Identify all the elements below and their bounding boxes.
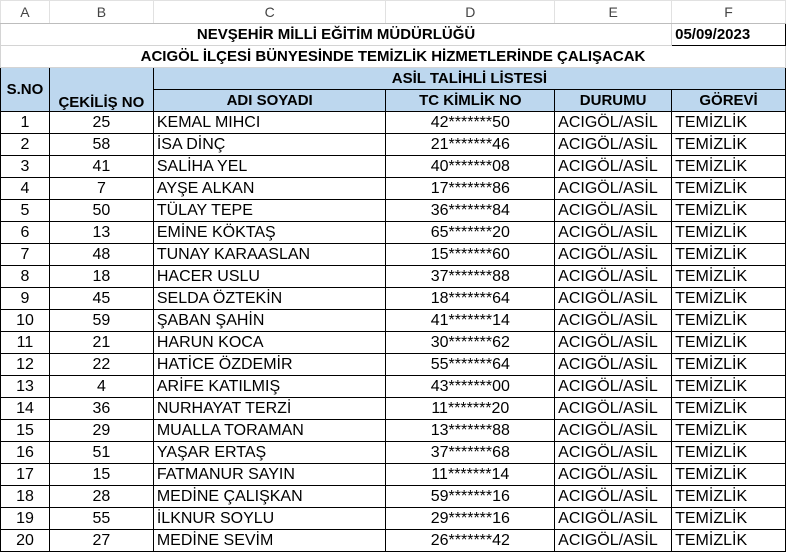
table-row bbox=[1, 486, 786, 508]
cell-durum[interactable]: ACIGÖL/ASİL bbox=[555, 332, 672, 354]
cell-durum[interactable]: ACIGÖL/ASİL bbox=[555, 508, 672, 530]
cell-tc[interactable]: 43*******00 bbox=[386, 376, 555, 398]
cell-gorev[interactable]: TEMİZLİK bbox=[672, 376, 786, 398]
cell-tc[interactable]: 17*******86 bbox=[386, 178, 555, 200]
cell-sno[interactable]: 19 bbox=[1, 508, 50, 530]
cell-durum[interactable]: ACIGÖL/ASİL bbox=[555, 398, 672, 420]
cell-durum[interactable]: ACIGÖL/ASİL bbox=[555, 354, 672, 376]
document-title[interactable]: NEVŞEHİR MİLLİ EĞİTİM MÜDÜRLÜĞÜ bbox=[1, 24, 672, 46]
table-row bbox=[1, 134, 786, 156]
subtitle-row bbox=[1, 46, 786, 68]
column-header-b[interactable]: B bbox=[49, 1, 153, 24]
cell-cekilis-no[interactable]: 59 bbox=[49, 310, 153, 332]
table-row bbox=[1, 332, 786, 354]
table-row bbox=[1, 244, 786, 266]
table-row bbox=[1, 200, 786, 222]
cell-gorev[interactable]: TEMİZLİK bbox=[672, 200, 786, 222]
table-row bbox=[1, 156, 786, 178]
cell-name[interactable]: İLKNUR SOYLU bbox=[153, 508, 386, 530]
cell-tc[interactable]: 40*******08 bbox=[386, 156, 555, 178]
cell-tc[interactable]: 65*******20 bbox=[386, 222, 555, 244]
cell-cekilis-no[interactable]: 4 bbox=[49, 376, 153, 398]
cell-name[interactable]: SELDA ÖZTEKİN bbox=[153, 288, 386, 310]
column-header-e[interactable]: E bbox=[555, 1, 672, 24]
cell-name[interactable]: EMİNE KÖKTAŞ bbox=[153, 222, 386, 244]
cell-cekilis-no[interactable]: 48 bbox=[49, 244, 153, 266]
table-row bbox=[1, 354, 786, 376]
cell-sno[interactable]: 18 bbox=[1, 486, 50, 508]
cell-cekilis-no[interactable]: 58 bbox=[49, 134, 153, 156]
cell-gorev[interactable]: TEMİZLİK bbox=[672, 332, 786, 354]
cell-gorev[interactable]: TEMİZLİK bbox=[672, 420, 786, 442]
cell-cekilis-no[interactable]: 21 bbox=[49, 332, 153, 354]
cell-cekilis-no[interactable]: 55 bbox=[49, 508, 153, 530]
cell-cekilis-no[interactable]: 7 bbox=[49, 178, 153, 200]
table-row bbox=[1, 288, 786, 310]
cell-tc[interactable]: 21*******46 bbox=[386, 134, 555, 156]
cell-name[interactable]: ARİFE KATILMIŞ bbox=[153, 376, 386, 398]
cell-gorev[interactable]: TEMİZLİK bbox=[672, 486, 786, 508]
cell-sno[interactable]: 4 bbox=[1, 178, 50, 200]
cell-gorev[interactable]: TEMİZLİK bbox=[672, 442, 786, 464]
table-row bbox=[1, 178, 786, 200]
cell-cekilis-no[interactable]: 45 bbox=[49, 288, 153, 310]
table-row bbox=[1, 442, 786, 464]
cell-sno[interactable]: 2 bbox=[1, 134, 50, 156]
document-date[interactable]: 05/09/2023 bbox=[672, 24, 786, 46]
cell-name[interactable]: KEMAL MIHCI bbox=[153, 112, 386, 134]
cell-sno[interactable]: 20 bbox=[1, 530, 50, 552]
list-title[interactable]: ASİL TALİHLİ LİSTESİ bbox=[153, 68, 785, 90]
cell-durum[interactable]: ACIGÖL/ASİL bbox=[555, 222, 672, 244]
cell-tc[interactable]: 13*******88 bbox=[386, 420, 555, 442]
cell-gorev[interactable]: TEMİZLİK bbox=[672, 266, 786, 288]
cell-cekilis-no[interactable]: 28 bbox=[49, 486, 153, 508]
cell-tc[interactable]: 42*******50 bbox=[386, 112, 555, 134]
table-row bbox=[1, 310, 786, 332]
cell-sno[interactable]: 15 bbox=[1, 420, 50, 442]
cell-gorev[interactable]: TEMİZLİK bbox=[672, 464, 786, 486]
cell-sno[interactable]: 5 bbox=[1, 200, 50, 222]
cell-name[interactable]: HARUN KOCA bbox=[153, 332, 386, 354]
cell-durum[interactable]: ACIGÖL/ASİL bbox=[555, 376, 672, 398]
cell-sno[interactable]: 9 bbox=[1, 288, 50, 310]
cell-name[interactable]: FATMANUR SAYIN bbox=[153, 464, 386, 486]
cell-name[interactable]: MEDİNE ÇALIŞKAN bbox=[153, 486, 386, 508]
cell-tc[interactable]: 11*******20 bbox=[386, 398, 555, 420]
table-row bbox=[1, 464, 786, 486]
cell-name[interactable]: MEDİNE SEVİM bbox=[153, 530, 386, 552]
cell-gorev[interactable]: TEMİZLİK bbox=[672, 354, 786, 376]
cell-name[interactable]: HACER USLU bbox=[153, 266, 386, 288]
document-subtitle[interactable]: ACIGÖL İLÇESİ BÜNYESİNDE TEMİZLİK HİZMETLERİNDE ÇALIŞACAK bbox=[1, 46, 786, 68]
cell-cekilis-no[interactable]: 27 bbox=[49, 530, 153, 552]
header-durum[interactable]: DURUMU bbox=[555, 90, 672, 112]
cell-tc[interactable]: 26*******42 bbox=[386, 530, 555, 552]
column-header-row bbox=[1, 1, 786, 24]
cell-name[interactable]: ŞABAN ŞAHİN bbox=[153, 310, 386, 332]
cell-cekilis-no[interactable]: 51 bbox=[49, 442, 153, 464]
cell-name[interactable]: SALİHA YEL bbox=[153, 156, 386, 178]
cell-tc[interactable]: 37*******68 bbox=[386, 442, 555, 464]
cell-tc[interactable]: 37*******88 bbox=[386, 266, 555, 288]
table-row bbox=[1, 530, 786, 552]
cell-durum[interactable]: ACIGÖL/ASİL bbox=[555, 464, 672, 486]
cell-tc[interactable]: 30*******62 bbox=[386, 332, 555, 354]
table-row bbox=[1, 222, 786, 244]
column-header-f[interactable]: F bbox=[672, 1, 786, 24]
cell-tc[interactable]: 11*******14 bbox=[386, 464, 555, 486]
cell-sno[interactable]: 11 bbox=[1, 332, 50, 354]
cell-durum[interactable]: ACIGÖL/ASİL bbox=[555, 134, 672, 156]
cell-gorev[interactable]: TEMİZLİK bbox=[672, 134, 786, 156]
header-name[interactable]: ADI SOYADI bbox=[153, 90, 386, 112]
header-sno[interactable]: S.NO bbox=[1, 68, 50, 112]
cell-gorev[interactable]: TEMİZLİK bbox=[672, 310, 786, 332]
table-row bbox=[1, 376, 786, 398]
column-header-a[interactable]: A bbox=[1, 1, 50, 24]
cell-durum[interactable]: ACIGÖL/ASİL bbox=[555, 442, 672, 464]
list-title-row bbox=[1, 68, 786, 90]
cell-name[interactable]: İSA DİNÇ bbox=[153, 134, 386, 156]
cell-name[interactable]: AYŞE ALKAN bbox=[153, 178, 386, 200]
table-row bbox=[1, 398, 786, 420]
cell-gorev[interactable]: TEMİZLİK bbox=[672, 398, 786, 420]
cell-gorev[interactable]: TEMİZLİK bbox=[672, 112, 786, 134]
cell-gorev[interactable]: TEMİZLİK bbox=[672, 222, 786, 244]
cell-name[interactable]: TÜLAY TEPE bbox=[153, 200, 386, 222]
cell-durum[interactable]: ACIGÖL/ASİL bbox=[555, 178, 672, 200]
cell-durum[interactable]: ACIGÖL/ASİL bbox=[555, 420, 672, 442]
cell-durum[interactable]: ACIGÖL/ASİL bbox=[555, 266, 672, 288]
cell-cekilis-no[interactable]: 50 bbox=[49, 200, 153, 222]
cell-tc[interactable]: 36*******84 bbox=[386, 200, 555, 222]
cell-durum[interactable]: ACIGÖL/ASİL bbox=[555, 486, 672, 508]
cell-name[interactable]: MUALLA TORAMAN bbox=[153, 420, 386, 442]
cell-durum[interactable]: ACIGÖL/ASİL bbox=[555, 112, 672, 134]
cell-durum[interactable]: ACIGÖL/ASİL bbox=[555, 244, 672, 266]
cell-tc[interactable]: 18*******64 bbox=[386, 288, 555, 310]
header-gorev[interactable]: GÖREVİ bbox=[672, 90, 786, 112]
header-cekilis-no[interactable]: ÇEKİLİŞ NO bbox=[49, 68, 153, 112]
cell-tc[interactable]: 55*******64 bbox=[386, 354, 555, 376]
cell-durum[interactable]: ACIGÖL/ASİL bbox=[555, 288, 672, 310]
cell-tc[interactable]: 59*******16 bbox=[386, 486, 555, 508]
cell-sno[interactable]: 13 bbox=[1, 376, 50, 398]
cell-gorev[interactable]: TEMİZLİK bbox=[672, 288, 786, 310]
cell-gorev[interactable]: TEMİZLİK bbox=[672, 530, 786, 552]
cell-cekilis-no[interactable]: 22 bbox=[49, 354, 153, 376]
table-row bbox=[1, 266, 786, 288]
header-tc[interactable]: TC KİMLİK NO bbox=[386, 90, 555, 112]
cell-cekilis-no[interactable]: 41 bbox=[49, 156, 153, 178]
column-header-d[interactable]: D bbox=[386, 1, 555, 24]
cell-tc[interactable]: 15*******60 bbox=[386, 244, 555, 266]
column-header-c[interactable]: C bbox=[153, 1, 386, 24]
cell-name[interactable]: YAŞAR ERTAŞ bbox=[153, 442, 386, 464]
cell-sno[interactable]: 10 bbox=[1, 310, 50, 332]
table-row bbox=[1, 112, 786, 134]
table-row bbox=[1, 420, 786, 442]
cell-sno[interactable]: 7 bbox=[1, 244, 50, 266]
cell-cekilis-no[interactable]: 18 bbox=[49, 266, 153, 288]
cell-durum[interactable]: ACIGÖL/ASİL bbox=[555, 310, 672, 332]
cell-sno[interactable]: 3 bbox=[1, 156, 50, 178]
cell-tc[interactable]: 41*******14 bbox=[386, 310, 555, 332]
cell-sno[interactable]: 14 bbox=[1, 398, 50, 420]
title-row bbox=[1, 24, 786, 46]
cell-durum[interactable]: ACIGÖL/ASİL bbox=[555, 156, 672, 178]
cell-cekilis-no[interactable]: 13 bbox=[49, 222, 153, 244]
cell-name[interactable]: HATİCE ÖZDEMİR bbox=[153, 354, 386, 376]
cell-sno[interactable]: 17 bbox=[1, 464, 50, 486]
cell-cekilis-no[interactable]: 36 bbox=[49, 398, 153, 420]
cell-sno[interactable]: 8 bbox=[1, 266, 50, 288]
cell-gorev[interactable]: TEMİZLİK bbox=[672, 178, 786, 200]
cell-cekilis-no[interactable]: 25 bbox=[49, 112, 153, 134]
cell-sno[interactable]: 12 bbox=[1, 354, 50, 376]
cell-cekilis-no[interactable]: 15 bbox=[49, 464, 153, 486]
cell-gorev[interactable]: TEMİZLİK bbox=[672, 244, 786, 266]
cell-sno[interactable]: 6 bbox=[1, 222, 50, 244]
cell-sno[interactable]: 16 bbox=[1, 442, 50, 464]
cell-gorev[interactable]: TEMİZLİK bbox=[672, 508, 786, 530]
cell-durum[interactable]: ACIGÖL/ASİL bbox=[555, 530, 672, 552]
cell-name[interactable]: TUNAY KARAASLAN bbox=[153, 244, 386, 266]
cell-gorev[interactable]: TEMİZLİK bbox=[672, 156, 786, 178]
cell-tc[interactable]: 29*******16 bbox=[386, 508, 555, 530]
cell-name[interactable]: NURHAYAT TERZİ bbox=[153, 398, 386, 420]
cell-cekilis-no[interactable]: 29 bbox=[49, 420, 153, 442]
cell-sno[interactable]: 1 bbox=[1, 112, 50, 134]
table-row bbox=[1, 508, 786, 530]
cell-durum[interactable]: ACIGÖL/ASİL bbox=[555, 200, 672, 222]
